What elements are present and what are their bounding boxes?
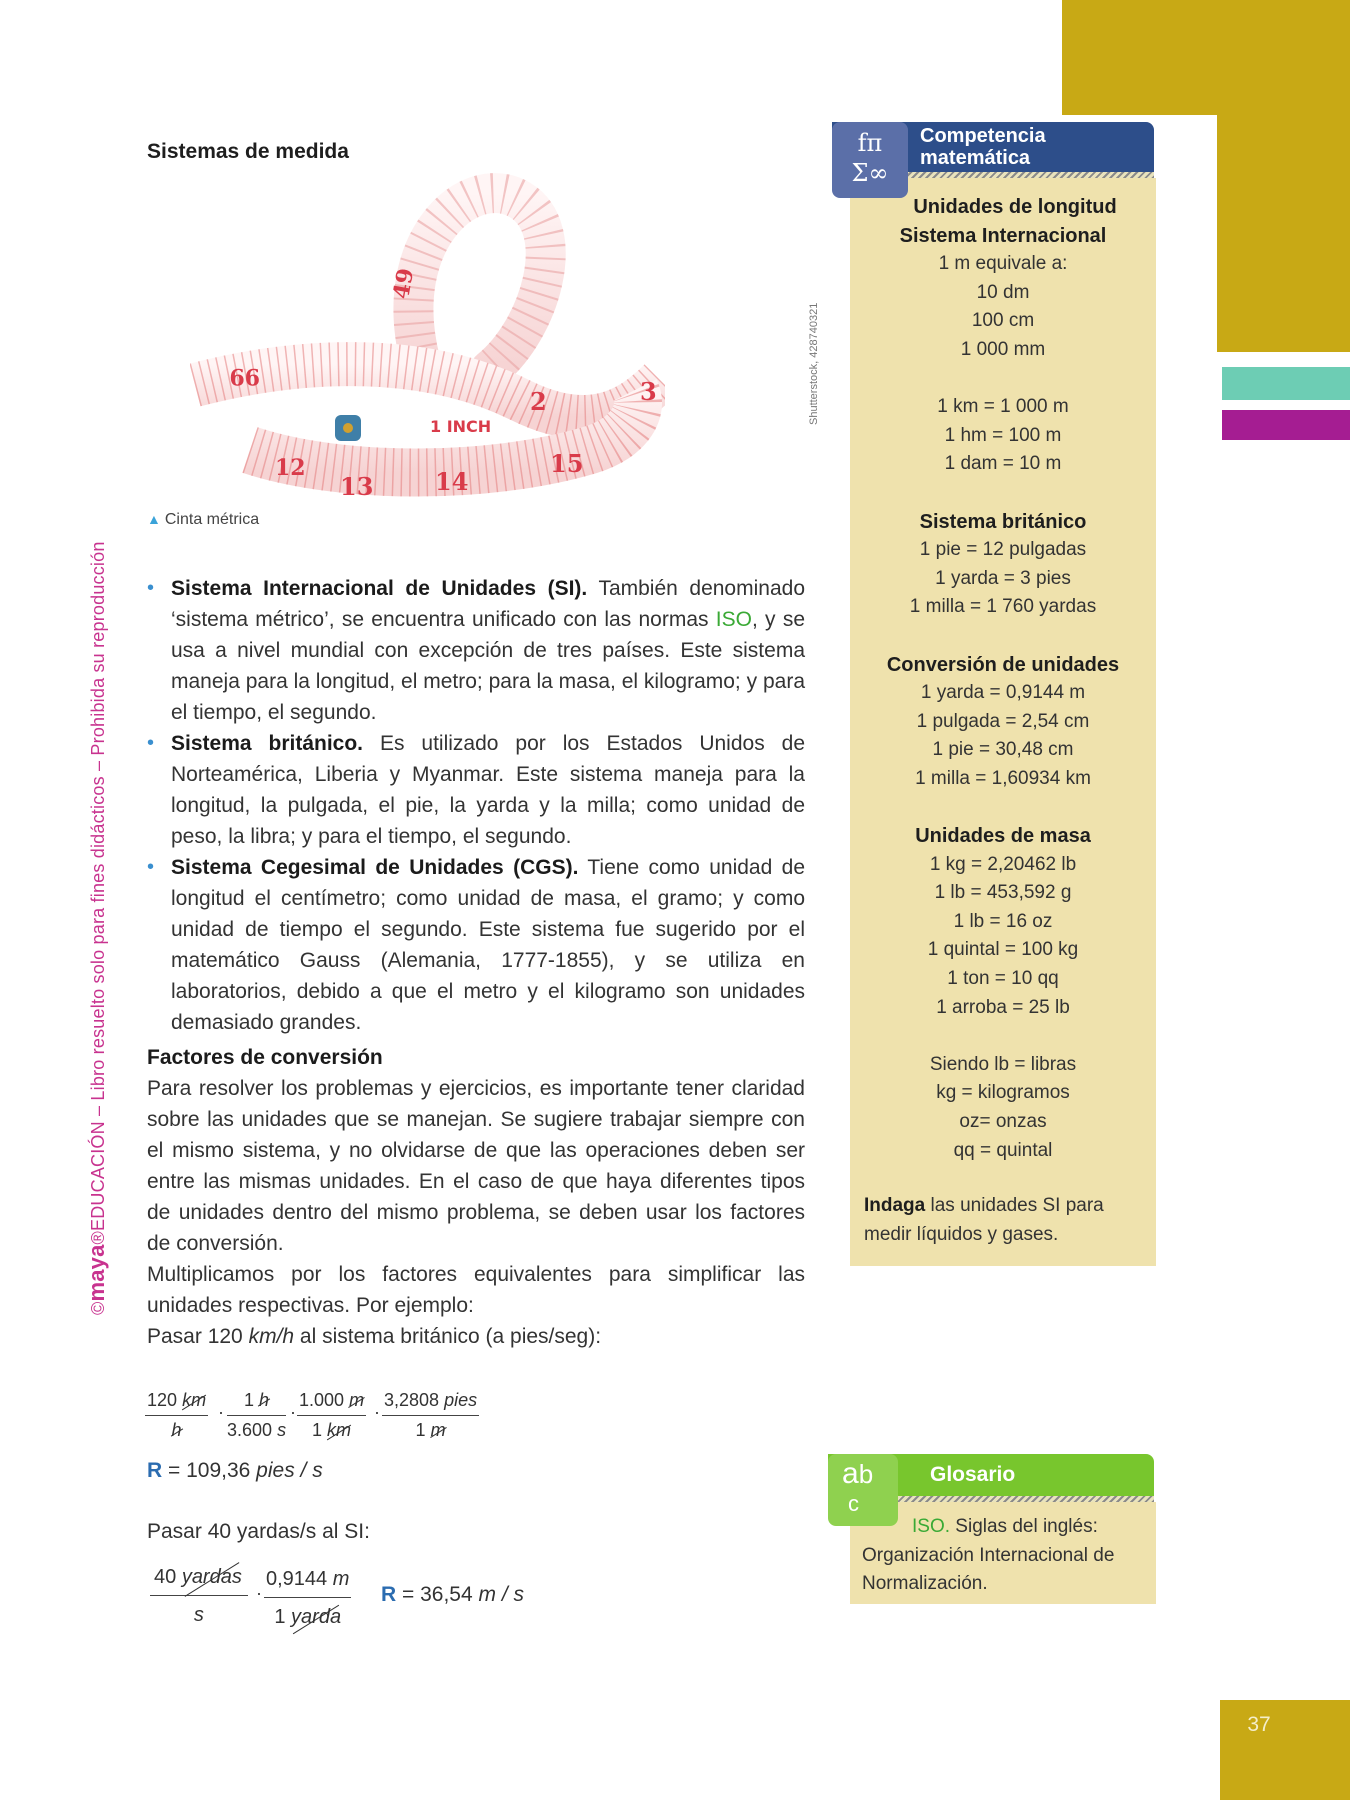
- legend-line: Siendo lb = libras: [929, 1053, 1077, 1075]
- conversion-factors-title: Factores de conversión: [147, 1046, 383, 1069]
- example-2-intro: Pasar 40 yardas/s al SI:: [147, 1520, 370, 1543]
- longitud-heading: Unidades de longitud: [913, 196, 1117, 218]
- multiply-dot: ·: [218, 1402, 224, 1422]
- tape-number: 12: [275, 455, 306, 481]
- brand-logo: maya: [84, 1244, 109, 1302]
- header-hatch: [898, 1496, 1154, 1502]
- tape-number: 1 INCH: [430, 417, 492, 436]
- legend-line: kg = kilogramos: [936, 1082, 1070, 1104]
- equivalence-line: 1 ton = 10 qq: [947, 968, 1059, 990]
- glosario-title: Glosario: [930, 1463, 1016, 1486]
- conv-heading: Conversión de unidades: [886, 653, 1120, 676]
- fraction: $\frac{1 h}{3.600 s}$: [227, 1390, 287, 1440]
- paragraph: Pasar 120 km/h al sistema británico (a pies/seg):: [147, 1325, 602, 1348]
- legend-line: oz= onzas: [959, 1111, 1047, 1132]
- decor-magenta-bar: [1222, 410, 1350, 440]
- math-symbols-icon: fπ Σ∞: [832, 122, 908, 198]
- si-heading: Sistema Internacional: [899, 224, 1107, 247]
- equivalence-line: 1 quintal = 100 kg: [927, 939, 1079, 961]
- equivalence-line: 1 m equivale a:: [938, 253, 1068, 275]
- fraction: 3,2808 pies 1 m: [384, 1390, 478, 1440]
- equivalence-line: 1 dam = 10 m: [944, 453, 1062, 475]
- photo-caption: ▲ Cinta métrica: [147, 511, 260, 528]
- multiply-dot: ·: [290, 1402, 296, 1422]
- list-item: • Sistema británico. Es utilizado por los Estados Unidos de Norteamérica, Liberia y Myanmar. Este sistema maneja para la longitud, la pulgada, el pie, la yarda y la milla; como unidad de peso, la libra; y para el tiempo, el segundo.: [147, 728, 805, 852]
- equivalence-line: 10 dm: [976, 281, 1030, 303]
- paragraph: Para resolver los problemas y ejercicios, es importante tener claridad sobre las unidades que se manejan. Se sugiere trabajar siempre con el mismo sistema, y no olvidarse de que las operaciones deben ser entre las mismas unidades. En el caso de que haya diferentes tipos de unidades dentro del mismo problema, se deben usar los factores de conversión.: [147, 1077, 805, 1255]
- equivalence-line: 1 pie = 12 pulgadas: [919, 539, 1087, 561]
- equivalence-line: 1 000 mm: [960, 338, 1046, 360]
- triangle-icon: ▲: [147, 511, 161, 527]
- tape-number: 13: [340, 472, 374, 501]
- fraction: $\frac{1.000 m}{1 km}$: [299, 1390, 365, 1440]
- bullet-icon: •: [147, 732, 155, 754]
- fraction: 40 yardas s: [150, 1566, 248, 1627]
- multiply-dot: ·: [374, 1402, 380, 1422]
- copyright-note: ©maya®EDUCACIÓN – Libro resuelto solo para fines didácticos – Prohibida su reproducción: [84, 541, 109, 1315]
- list-item: • Sistema Cegesimal de Unidades (CGS). Tiene como unidad de longitud el centímetro; como unidad de masa, el gramo; y como unidad de tiempo el segundo. Este sistema fue sugerido por el matemático Gauss (Alemania, 1777-1855), y se utiliza en laboratorios, debido a que el metro y el kilogramo son unidades demasiado grandes.: [147, 852, 805, 1038]
- result-1: R = 109,36 pies / s: [147, 1459, 323, 1482]
- paragraph: Multiplicamos por los factores equivalentes para simplificar las unidades respectivas. Por ejemplo:: [147, 1263, 805, 1317]
- multiply-dot: ·: [256, 1583, 262, 1603]
- section-title: Sistemas de medida: [147, 140, 349, 163]
- indaga-note: Indaga las unidades SI para medir líquidos y gases.: [864, 1195, 1104, 1245]
- equivalence-line: 1 km = 1 000 m: [937, 396, 1069, 418]
- equivalence-line: 1 yarda = 0,9144 m: [920, 682, 1086, 704]
- brit-heading: Sistema británico: [919, 510, 1087, 533]
- result-2: R = 36,54 m / s: [381, 1583, 524, 1606]
- tape-number: 2: [530, 387, 547, 416]
- equivalence-line: 1 lb = 16 oz: [953, 910, 1053, 932]
- equivalence-line: 1 pie = 30,48 cm: [932, 739, 1074, 761]
- decor-teal-bar: [1222, 367, 1350, 400]
- tape-number: 15: [550, 449, 584, 478]
- glossary-abc-icon: ab c: [828, 1454, 898, 1526]
- conversion-factors-section: [147, 1042, 805, 1352]
- equivalence-line: 1 pulgada = 2,54 cm: [916, 710, 1090, 732]
- equivalence-line: 1 arroba = 25 lb: [936, 996, 1070, 1018]
- equivalence-line: 1 hm = 100 m: [944, 424, 1062, 446]
- equivalence-line: 1 milla = 1,60934 km: [915, 767, 1091, 789]
- glosario-entry: ISO. Siglas del inglés: Organización Internacional de Normalización.: [862, 1516, 1115, 1595]
- equivalence-line: 100 cm: [971, 310, 1035, 332]
- list-item: • Sistema Internacional de Unidades (SI). También denominado ‘sistema métrico’, se encuentra unificado con las normas ISO, y se usa a nivel mundial con excepción de tres países. Este sistema maneja para la longitud, el metro; para la masa, el kilogramo; y para el tiempo, el segundo.: [147, 573, 805, 728]
- header-hatch: [908, 172, 1154, 178]
- tape-number: 14: [435, 467, 469, 496]
- equivalence-line: 1 milla = 1 760 yardas: [909, 596, 1097, 618]
- tape-number: 49: [388, 266, 420, 302]
- masa-heading: Unidades de masa: [915, 825, 1091, 848]
- tape-number: 3: [640, 377, 657, 406]
- page-number: 37: [1247, 1713, 1271, 1736]
- competencia-title: Competencia matemática: [920, 125, 1046, 169]
- competencia-content: [850, 193, 1156, 1165]
- measuring-tape-photo: [190, 160, 665, 515]
- fraction: $\frac{120 km}{h}$: [147, 1390, 207, 1440]
- tape-number: 99: [229, 363, 260, 389]
- legend-line: qq = quintal: [953, 1139, 1053, 1161]
- photo-credit: Shutterstock, 428740321: [808, 302, 820, 425]
- bullet-icon: •: [147, 577, 155, 599]
- fraction: 0,9144 m 1 yarda: [266, 1568, 350, 1628]
- equivalence-line: 1 kg = 2,20462 lb: [929, 853, 1077, 875]
- bullet-icon: •: [147, 856, 155, 878]
- measurement-systems-list: [147, 573, 805, 1038]
- equivalence-line: 1 yarda = 3 pies: [935, 567, 1071, 589]
- equivalence-line: 1 lb = 453,592 g: [934, 882, 1072, 904]
